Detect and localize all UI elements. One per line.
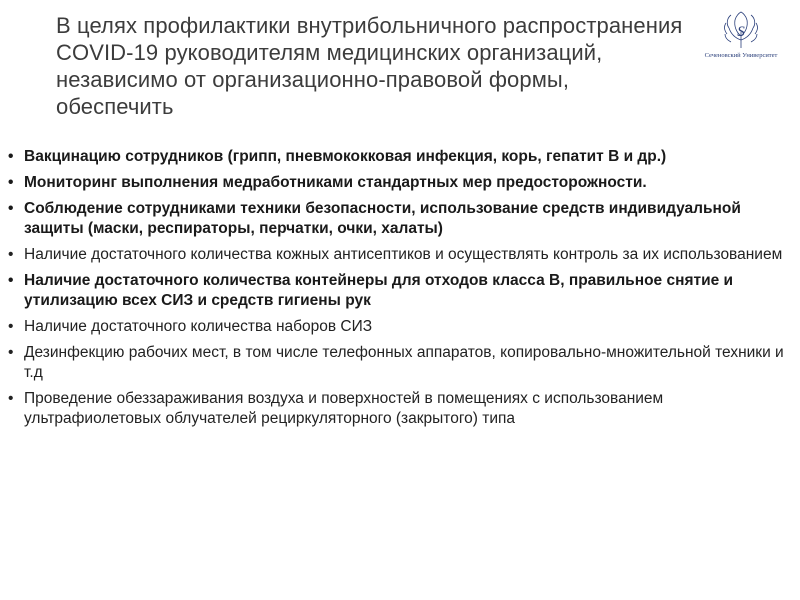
- svg-text:S: S: [737, 24, 745, 40]
- list-item: • Наличие достаточного количества наборов СИЗ: [6, 317, 786, 337]
- university-tree-logo-icon: [721, 10, 761, 50]
- slide-title: В целях профилактики внутрибольничного распространения COVID-19 руководителям медицинских организаций, независимо от организационно-правовой формы, обеспечить: [56, 13, 683, 119]
- university-logo: [700, 10, 782, 68]
- list-item: • Соблюдение сотрудниками техники безопасности, использование средств индивидуальной защиты (маски, респираторы, перчатки, очки, халаты): [6, 199, 786, 239]
- list-item: • Наличие достаточного количества кожных антисептиков и осуществлять контроль за их использованием: [6, 245, 786, 265]
- list-item: • Проведение обеззараживания воздуха и поверхностей в помещениях с использованием ультрафиолетовых облучателей рециркуляторного (закрытого) типа: [6, 389, 786, 429]
- logo-text: Сеченовский Университет: [704, 52, 778, 59]
- list-item: • Дезинфекцию рабочих мест, в том числе телефонных аппаратов, копировально-множительной техники и т.д: [6, 343, 786, 383]
- list-item: • Мониторинг выполнения медработниками стандартных мер предосторожности.: [6, 173, 786, 193]
- list-item: • Наличие достаточного количества контейнеры для отходов класса В, правильное снятие и утилизацию всех СИЗ и средств гигиены рук: [6, 271, 786, 311]
- list-item: • Вакцинацию сотрудников (грипп, пневмококковая инфекция, корь, гепатит В и др.): [6, 147, 786, 167]
- bullet-list: [6, 147, 786, 435]
